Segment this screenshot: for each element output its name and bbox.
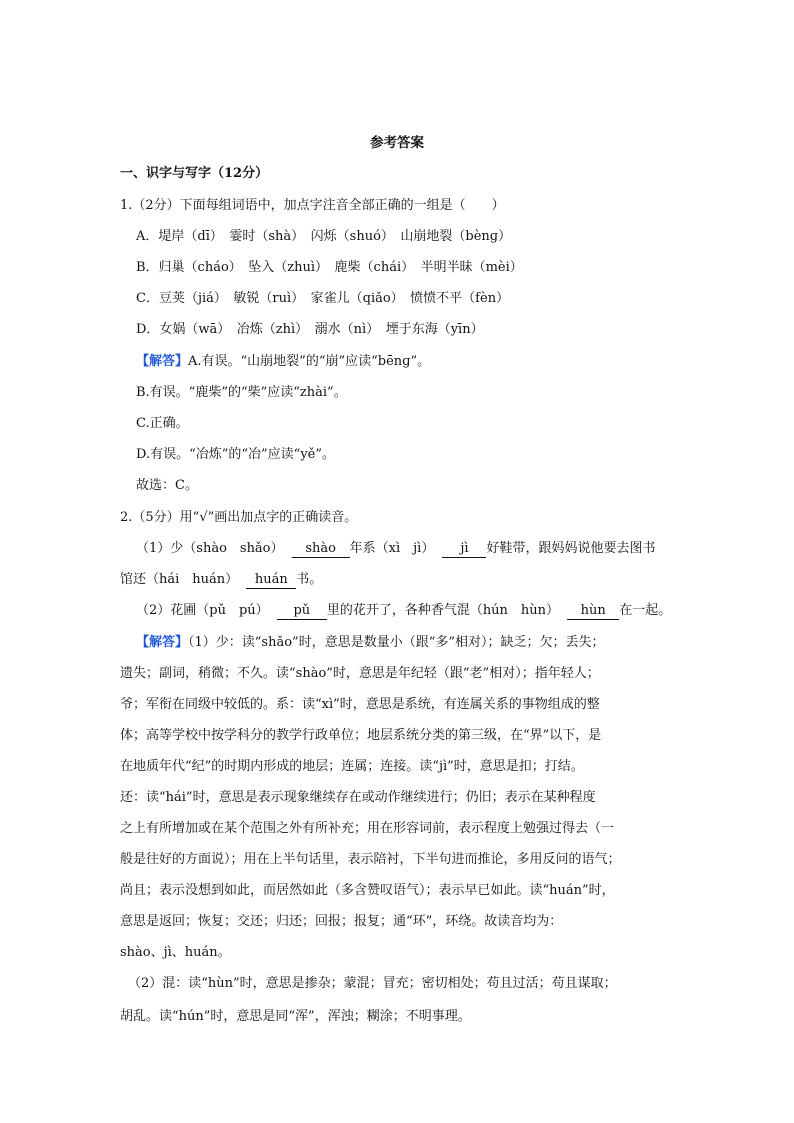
question-1-answer-d: D.有误。“冶炼”的“冶”应读“yě”。 — [136, 447, 336, 462]
answer-tag: 【解答】 — [136, 354, 189, 369]
question-2-line-3 — [136, 601, 671, 621]
text-segment: （2）花圃（pǔ pú） — [136, 603, 269, 618]
question-2-line-1 — [136, 539, 656, 559]
question-2-answer-first-line — [136, 633, 605, 653]
text-segment: 里的花开了，各种香气混（hún hùn） — [326, 603, 560, 618]
question-2-answer-line: 体；高等学校中按学科分的教学行政单位；地层系统分类的第三级，在“界”以下，是 — [120, 728, 602, 743]
question-2-answer-line: 意思是返回；恢复；交还；归还；回报；报复；通“环”，环绕。故读音均为： — [120, 914, 563, 929]
question-2-answer-line: 爷；军衔在同级中较低的。系：读“xì”时，意思是系统，有连属关系的事物组成的整 — [120, 697, 600, 712]
question-2-answer-line: 般是往好的方面说）；用在上半句话里，表示陪衬，下半句进而推论，多用反问的语气； — [120, 852, 621, 867]
text-segment: 好鞋带，跟妈妈说他要去图书 — [486, 541, 656, 556]
text-segment: （1）少（shào shǎo） — [136, 541, 284, 556]
question-2-answer-line: 尚且；表示没想到如此，而居然如此（多含赞叹语气）；表示早已如此。读“huán”时， — [120, 883, 615, 898]
answer-tag: 【解答】 — [136, 635, 189, 650]
answer-blank: shào — [292, 540, 350, 558]
question-2-line-2 — [120, 570, 322, 590]
question-1-option-c: C．豆荚（jiá） 敏锐（ruì） 家雀儿（qiǎo） 愤愤不平（fèn） — [136, 291, 510, 306]
answer-blank: huán — [246, 571, 296, 589]
question-2-answer-line: 胡乱。读“hún”时，意思是同“浑”，浑浊；糊涂；不明事理。 — [120, 1009, 471, 1024]
question-1-answer-c: C.正确。 — [136, 416, 189, 431]
text-segment: 馆还（hái huán） — [120, 572, 239, 587]
question-2-answer-line: 还：读“hái”时，意思是表示现象继续存在或动作继续进行；仍旧；表示在某种程度 — [120, 790, 596, 805]
page-title: 参考答案 — [370, 135, 424, 151]
question-2-answer-line: 在地质年代“纪”的时期内形成的地层；连属；连接。读“jì”时，意思是扣；打结。 — [120, 759, 584, 774]
answer-blank: hùn — [567, 602, 619, 620]
question-1-choice: 故选：C。 — [136, 478, 198, 493]
text-segment: 年系（xì jì） — [349, 541, 435, 556]
question-1-answer-b: B.有误。“鹿柴”的“柴”应读“zhài”。 — [136, 385, 347, 400]
question-1-option-a: A．堤岸（dī） 霎时（shà） 闪烁（shuó） 山崩地裂（bènɡ） — [136, 229, 512, 244]
question-2-answer-line: shào、jì、huán。 — [120, 945, 231, 960]
question-2-answer-line: 遗失；副词，稍微；不久。读“shào”时，意思是年纪轻（跟“老”相对）；指年轻人； — [120, 666, 600, 681]
answer-blank: jì — [442, 540, 486, 558]
question-2-answer-line: 之上有所增加或在某个范围之外有所补充；用在形容词前，表示程度上勉强过得去（一 — [120, 821, 615, 836]
question-1-option-b: B．归巢（cháo） 坠入（zhuì） 鹿柴（chái） 半明半昧（mèi） — [136, 260, 523, 275]
question-2-answer-line: （2）混：读“hùn”时，意思是掺杂；蒙混；冒充；密切相处；苟且过活；苟且谋取； — [128, 976, 617, 991]
question-1-stem: 1.（2分）下面每组词语中，加点字注音全部正确的一组是（ ） — [120, 198, 505, 213]
answer-text: （1）少：读“shǎo”时，意思是数量小（跟“多”相对）；缺乏；欠；丢失； — [188, 635, 605, 650]
text-segment: 书。 — [296, 572, 323, 587]
question-1-option-d: D．女娲（wā） 冶炼（zhì） 溺水（nì） 堙于东海（yīn） — [136, 322, 484, 337]
text-segment: 在一起。 — [619, 603, 672, 618]
answer-text: A.有误。“山崩地裂”的“崩”应读“bēnɡ”。 — [188, 354, 431, 369]
question-2-stem: 2.（5分）用“√”画出加点字的正确读音。 — [120, 510, 358, 525]
section-heading: 一、识字与写字（12分） — [120, 166, 269, 181]
answer-blank: pǔ — [277, 602, 327, 620]
question-1-answer-line — [136, 352, 430, 372]
